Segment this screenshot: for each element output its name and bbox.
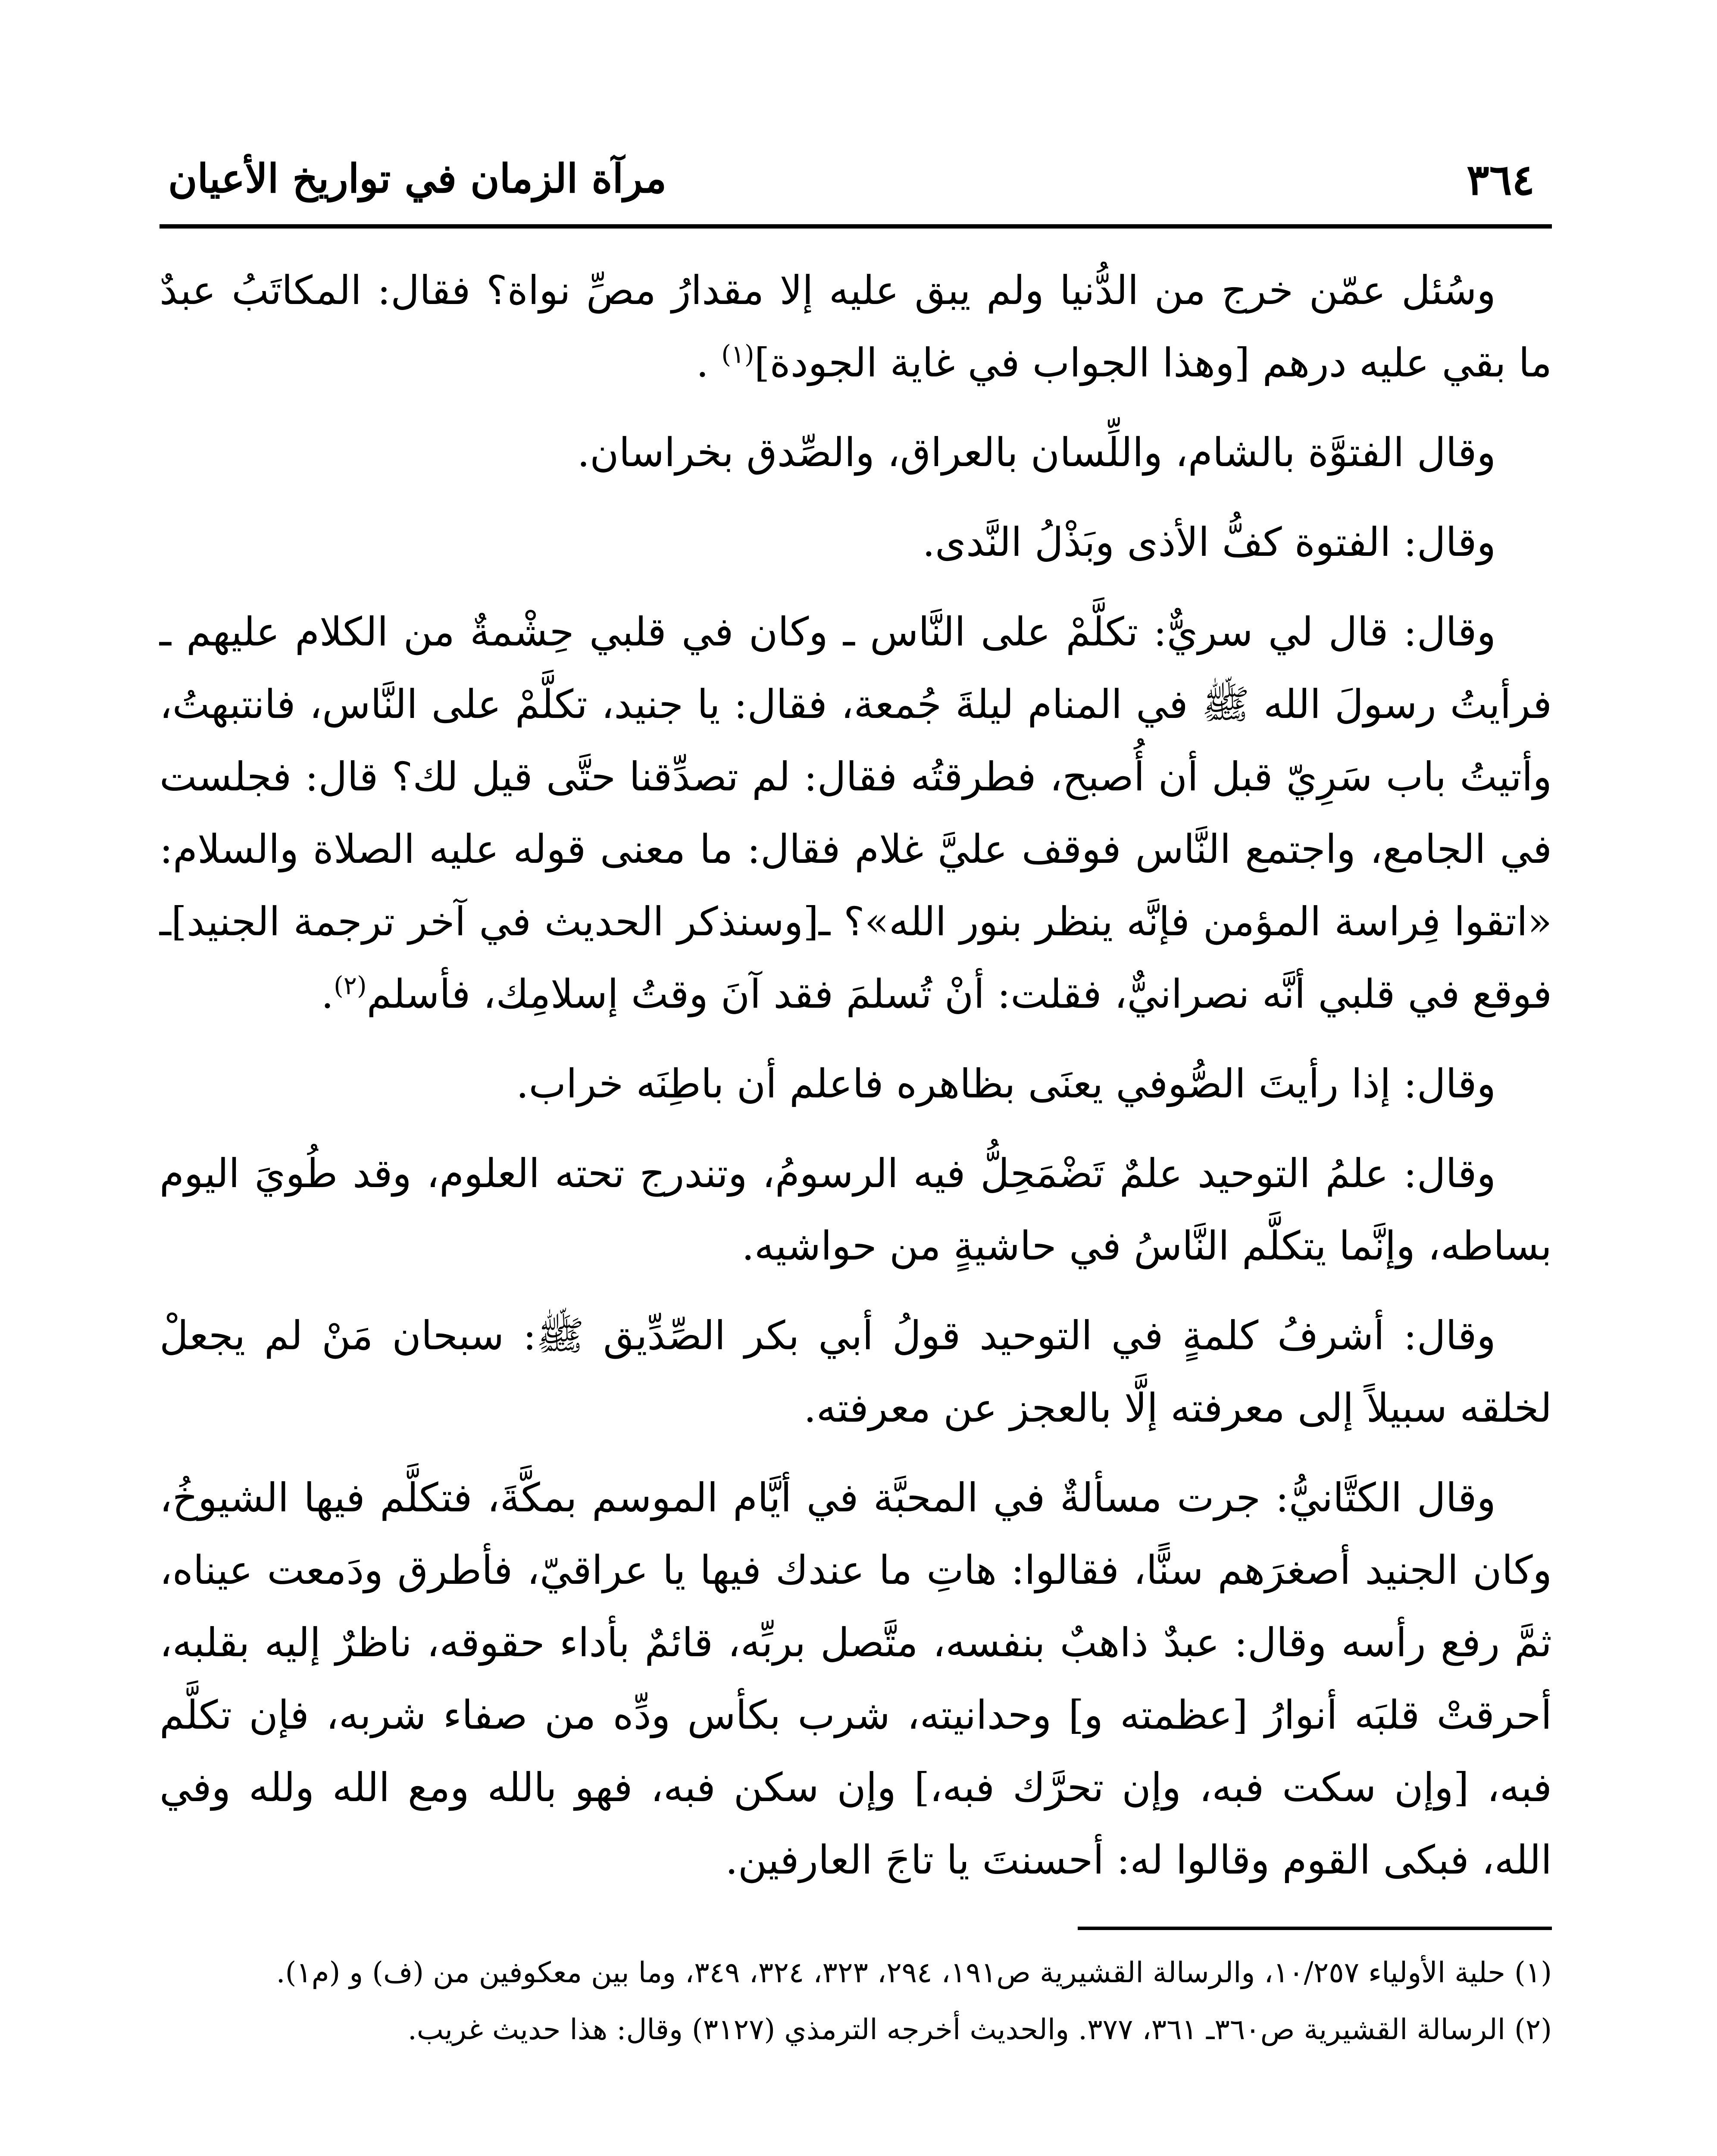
footnote: (٢) الرسالة القشيرية ص٣٦٠ـ ٣٦١، ٣٧٧. والحديث أخرجه الترمذي (٣١٢٧) وقال: هذا حديث غريب.: [407, 2013, 1552, 2046]
main-text: [160, 254, 1552, 1896]
paragraph-tail: .: [696, 340, 722, 386]
paragraph: [160, 254, 1552, 399]
paragraph-text: وقال: قال لي سريٌّ: تكلَّمْ على النَّاس ـ وكان في قلبي حِشْمةٌ من الكلام عليهم ـ فرأيتُ رسولَ الله ﷺ في المنام ليلةَ جُمعة، فقال: يا جنيد، تكلَّمْ على النَّاس، فانتبهتُ، وأتيتُ باب سَرِيّ قبل أن أُصبح، فطرقتُه فقال: لم تصدِّقنا حتَّى قيل لك؟ قال: فجلست في الجامع، واجتمع النَّاس فوقف عليَّ غلام فقال: ما معنى قوله عليه الصلاة والسلام: «اتقوا فِراسة المؤمن فإنَّه ينظر بنور الله»؟ ـ[وسنذكر الحديث في آخر ترجمة الجنيد]ـ فوقع في قلبي أنَّه نصرانيٌّ، فقلت: أنْ تُسلمَ فقد آنَ وقتُ إسلامِك، فأسلم: [160, 609, 1552, 1017]
page-header: [160, 129, 1552, 229]
page-number: ٣٦٤: [1467, 155, 1535, 205]
paragraph-text: وقال الكتَّانيُّ: جرت مسألةٌ في المحبَّة في أيَّام الموسم بمكَّةَ، فتكلَّم فيها الشيوخُ، وكان الجنيد أصغرَهم سنًّا، فقالوا: هاتِ ما عندك فيها يا عراقيّ، فأطرق ودَمعت عيناه، ثمَّ رفع رأسه وقال: عبدٌ ذاهبٌ بنفسه، متَّصل بربِّه، قائمٌ بأداء حقوقه، ناظرٌ إليه بقلبه، أحرقتْ قلبَه أنوارُ [عظمته و] وحدانيته، شرب بكأس ودِّه من صفاء شربه، فإن تكلَّم فبه، [وإن سكت فبه، وإن تحرَّك فبه،] وإن سكن فبه، فهو بالله ومع الله ولله وفي الله، فبكى القوم وقالوا له: أحسنتَ يا تاجَ العارفين.: [160, 1475, 1552, 1883]
paragraph-text: وقال: أشرفُ كلمةٍ في التوحيد قولُ أبي بكر الصِّدِّيق ﷺ: سبحان مَنْ لم يجعلْ لخلقه سبيلاً إلى معرفته إلَّا بالعجز عن معرفته.: [160, 1313, 1552, 1431]
paragraph-text: وقال: علمُ التوحيد علمٌ تَضْمَحِلُّ فيه الرسومُ، وتندرج تحته العلوم، وقد طُويَ اليوم بساطه، وإنَّما يتكلَّم النَّاسُ في حاشيةٍ من حواشيه.: [160, 1150, 1552, 1269]
running-title: مرآة الزمان في تواريخ الأعيان: [168, 155, 667, 202]
paragraph-text: وسُئل عمّن خرج من الدُّنيا ولم يبق عليه إلا مقدارُ مصِّ نواة؟ فقال: المكاتَبُ عبدٌ ما بقي عليه درهم [وهذا الجواب في غاية الجودة]: [160, 267, 1552, 386]
paragraph: [160, 506, 1552, 579]
paragraph: [160, 1048, 1552, 1120]
paragraph: [160, 1462, 1552, 1896]
footnote-marker: (١): [721, 339, 754, 369]
paragraph-text: وقال: إذا رأيتَ الصُّوفي يعنَى بظاهره فاعلم أن باطِنَه خراب.: [516, 1061, 1496, 1107]
paragraph-tail: .: [321, 971, 334, 1017]
paragraph: [160, 417, 1552, 489]
paragraph: [160, 596, 1552, 1031]
paragraph-text: وقال الفتوَّة بالشام، واللِّسان بالعراق، والصِّدق بخراسان.: [577, 429, 1496, 476]
footnote-marker: (٢): [334, 971, 367, 1000]
footnote-divider: [1078, 1927, 1552, 1930]
paragraph-text: وقال: الفتوة كفُّ الأذى وبَذْلُ النَّدى.: [922, 519, 1496, 565]
footnotes: [160, 1947, 1552, 2055]
book-page: [160, 129, 1552, 2156]
paragraph: [160, 1300, 1552, 1445]
footnote: (١) حلية الأولياء ١٠/٢٥٧، والرسالة القشيرية ص١٩١، ٢٩٤، ٣٢٣، ٣٢٤، ٣٤٩، وما بين معكوفين من (ف) و (م١).: [276, 1956, 1552, 1989]
paragraph: [160, 1138, 1552, 1282]
